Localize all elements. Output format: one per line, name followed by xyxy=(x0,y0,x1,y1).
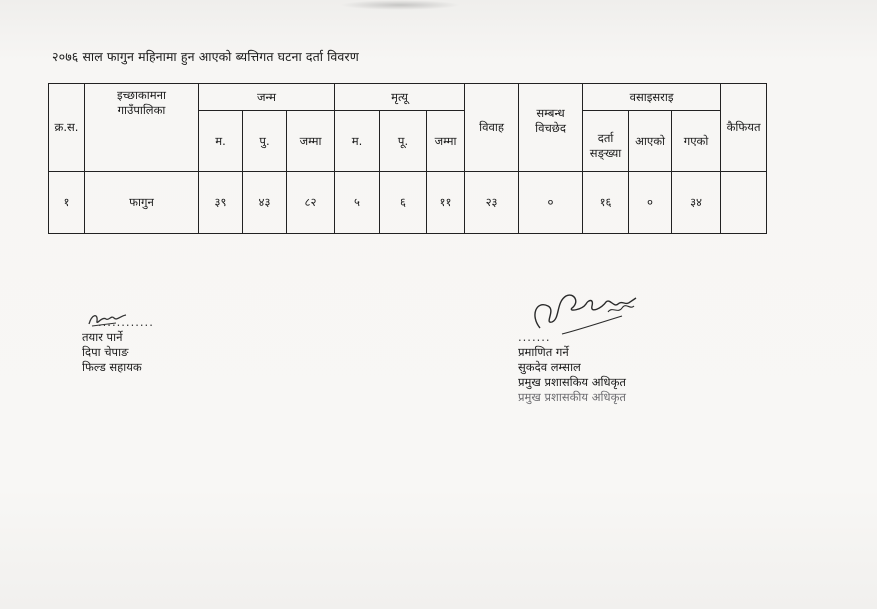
header-migration: वसाइसराइ xyxy=(583,84,721,111)
header-migration-in: आएको xyxy=(629,111,672,172)
header-divorce: सम्बन्ध विचछेद xyxy=(519,84,583,172)
official-stamp-text: प्रमुख प्रशासकीय अधिकृत xyxy=(518,390,626,404)
cell-divorce: ० xyxy=(519,172,583,234)
cell-marriage: २३ xyxy=(465,172,519,234)
paper-fold-shadow xyxy=(340,0,460,10)
prepared-by-dots: ............ xyxy=(98,315,154,329)
header-death-total: जम्मा xyxy=(427,111,465,172)
table-row xyxy=(49,172,767,234)
cell-birth-total: ८२ xyxy=(287,172,335,234)
certified-by-name: सुकदेव लम्साल xyxy=(518,360,581,374)
header-death-male: पू. xyxy=(380,111,427,172)
prepared-by-name: दिपा चेपाङ xyxy=(82,345,129,359)
certified-by-block xyxy=(518,330,626,405)
document-title: २०७६ साल फागुन महिनामा हुन आएको ब्यत्तिगत घटना दर्ता विवरण xyxy=(52,49,359,64)
header-death: मृत्यू xyxy=(335,84,465,111)
header-birth-female: म. xyxy=(199,111,243,172)
cell-serial: १ xyxy=(49,172,85,234)
certified-by-dots: ....... xyxy=(518,330,551,344)
prepared-by-block xyxy=(82,315,154,375)
certified-by-label: प्रमाणित गर्ने xyxy=(518,345,569,359)
registration-table xyxy=(48,83,767,234)
cell-remarks xyxy=(721,172,767,234)
cell-municipality: फागुन xyxy=(85,172,199,234)
cell-death-female: ५ xyxy=(335,172,380,234)
cell-birth-male: ४३ xyxy=(243,172,287,234)
cell-migration-registered: १६ xyxy=(583,172,629,234)
cell-birth-female: ३९ xyxy=(199,172,243,234)
header-birth-male: पु. xyxy=(243,111,287,172)
prepared-by-designation: फिल्ड सहायक xyxy=(82,360,142,374)
header-row-main xyxy=(49,84,767,111)
cell-death-total: ११ xyxy=(427,172,465,234)
header-serial: क्र.स. xyxy=(49,84,85,172)
header-migration-registered: दर्ता सङ्ख्या xyxy=(583,111,629,172)
header-municipality: इच्छाकामना गाउँपालिका xyxy=(85,84,199,172)
header-remarks: कैफियत xyxy=(721,84,767,172)
header-marriage: विवाह xyxy=(465,84,519,172)
cell-migration-in: ० xyxy=(629,172,672,234)
cell-death-male: ६ xyxy=(380,172,427,234)
cell-migration-out: ३४ xyxy=(672,172,721,234)
header-death-female: म. xyxy=(335,111,380,172)
prepared-by-label: तयार पार्ने xyxy=(82,330,123,344)
certified-by-designation: प्रमुख प्रशासकिय अधिकृत xyxy=(518,375,626,389)
header-birth-total: जम्मा xyxy=(287,111,335,172)
header-migration-out: गएको xyxy=(672,111,721,172)
header-birth: जन्म xyxy=(199,84,335,111)
